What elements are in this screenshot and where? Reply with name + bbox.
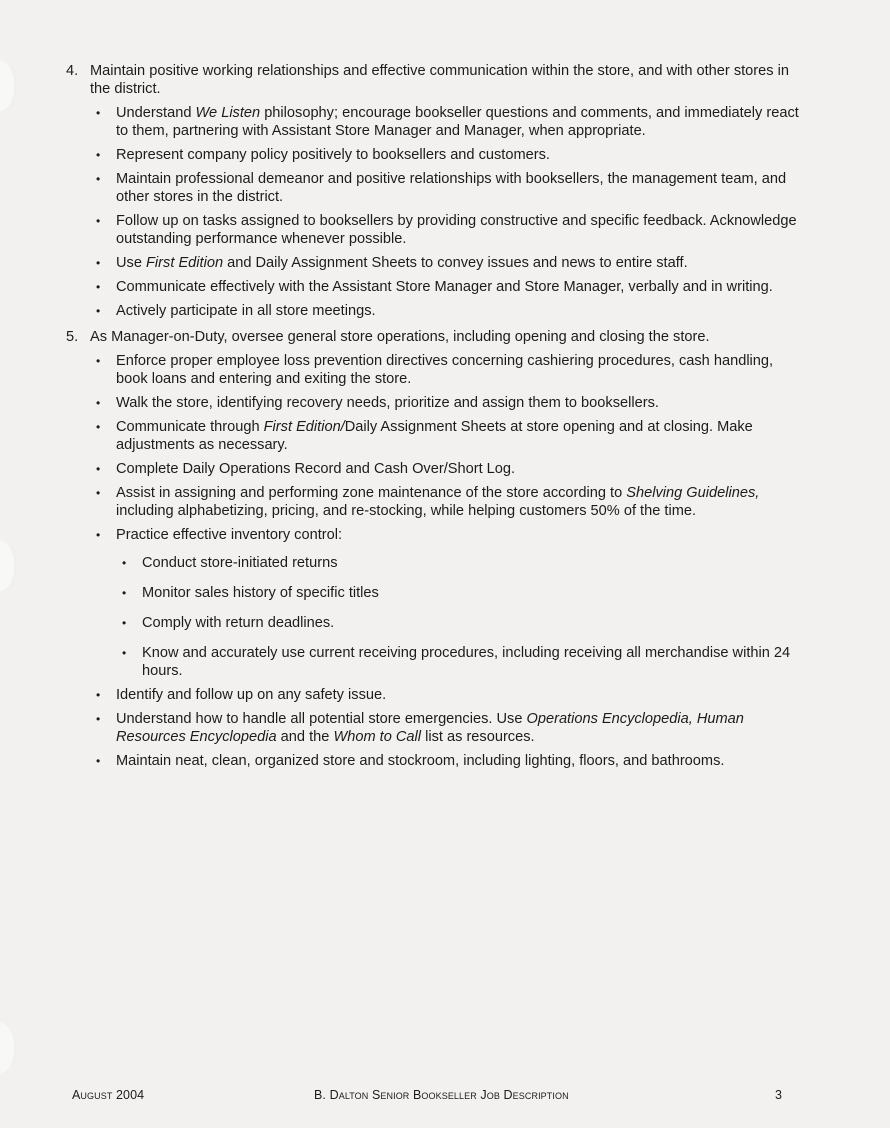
section-number: 4. xyxy=(66,63,79,79)
list-item: • Represent company policy positively to booksellers and customers. xyxy=(90,146,806,164)
binder-hole xyxy=(0,1022,16,1074)
list-item: • Assist in assigning and performing zone maintenance of the store according to Shelving Guidelines, including alphabetizing, pricing, and re-stocking, while helping customers 50% of the time. xyxy=(90,484,806,520)
page-footer xyxy=(72,1088,782,1104)
bullet-list xyxy=(90,352,806,680)
sub-list-item: • Monitor sales history of specific titles xyxy=(116,584,806,602)
section-4 xyxy=(66,62,806,320)
sub-list-item: • Conduct store-initiated returns xyxy=(116,554,806,572)
bullet-list-continued xyxy=(90,686,806,770)
list-item: • Maintain professional demeanor and positive relationships with booksellers, the management team, and other stores in the district. xyxy=(90,170,806,206)
list-item: • Walk the store, identifying recovery needs, prioritize and assign them to booksellers. xyxy=(90,394,806,412)
section-number: 5. xyxy=(66,329,79,345)
list-item: • Communicate through First Edition/Daily Assignment Sheets at store opening and at closing. Make adjustments as necessary. xyxy=(90,418,806,454)
list-item: • Actively participate in all store meetings. xyxy=(90,302,806,320)
list-item: • Practice effective inventory control: • Conduct store-initiated returns • Monitor sales history of specific titles • Comply with return deadlines. • Know and accurately use current receiving procedures, including receiving all merchandise within 24 hours. xyxy=(90,526,806,680)
list-item: • Enforce proper employee loss prevention directives concerning cashiering procedures, cash handling, book loans and entering and exiting the store. xyxy=(90,352,806,388)
list-item: • Maintain neat, clean, organized store and stockroom, including lighting, floors, and bathrooms. xyxy=(90,752,806,770)
list-item: • Follow up on tasks assigned to booksellers by providing constructive and specific feedback. Acknowledge outstanding performance whenever possible. xyxy=(90,212,806,248)
section-heading: Maintain positive working relationships and effective communication within the store, and with other stores in the district. xyxy=(90,63,789,97)
section-5 xyxy=(66,328,806,770)
list-item: • Understand We Listen philosophy; encourage bookseller questions and comments, and immediately react to them, partnering with Assistant Store Manager and Manager, when appropriate. xyxy=(90,104,806,140)
document-body xyxy=(66,62,806,776)
list-item: • Understand how to handle all potential store emergencies. Use Operations Encyclopedia, Human Resources Encyclopedia and the Whom to Call list as resources. xyxy=(90,710,806,746)
footer-date: August 2004 xyxy=(72,1088,145,1102)
section-heading: As Manager-on-Duty, oversee general store operations, including opening and closing the store. xyxy=(90,329,710,345)
sub-bullet-list xyxy=(116,554,806,680)
sub-list-item: • Know and accurately use current receiving procedures, including receiving all merchandise within 24 hours. xyxy=(116,644,806,680)
footer-title: B. Dalton Senior Bookseller Job Description xyxy=(314,1088,569,1102)
sub-list-item: • Comply with return deadlines. xyxy=(116,614,806,632)
list-item: • Identify and follow up on any safety issue. xyxy=(90,686,806,704)
page-number: 3 xyxy=(774,1088,782,1102)
list-item: • Complete Daily Operations Record and Cash Over/Short Log. xyxy=(90,460,806,478)
binder-hole xyxy=(0,540,16,592)
list-item: • Communicate effectively with the Assistant Store Manager and Store Manager, verbally and in writing. xyxy=(90,278,806,296)
bullet-list xyxy=(90,104,806,320)
list-item: • Use First Edition and Daily Assignment Sheets to convey issues and news to entire staff. xyxy=(90,254,806,272)
binder-hole xyxy=(0,60,16,112)
